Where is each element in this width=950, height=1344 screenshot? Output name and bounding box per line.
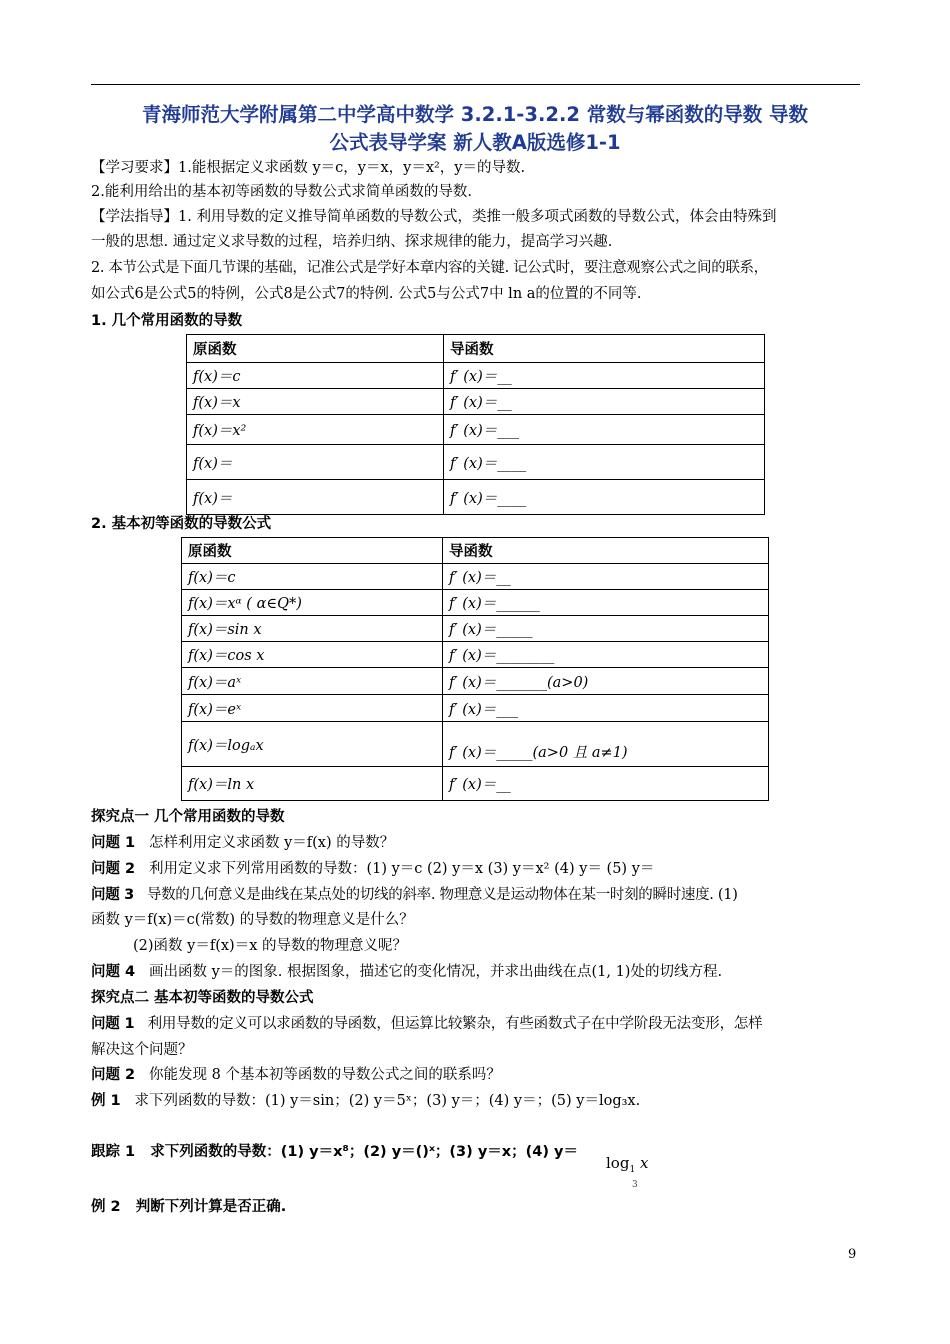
explore2-heading: 探究点二 基本初等函数的导数公式	[91, 990, 314, 1006]
common-derivatives-table	[186, 334, 765, 515]
study-guide-line1: 【学法指导】1. 利用导数的定义推导简单函数的导数公式，类推一般多项式函数的导数公式，体会由特殊到	[91, 209, 777, 225]
table-row: f(x)＝ f′ (x)＝____	[187, 480, 765, 515]
study-guide-line4: 如公式6是公式5的特例，公式8是公式7的特例. 公式5与公式7中 ln a的位置的不同等.	[91, 286, 642, 302]
study-requirements-tag: 【学习要求】	[91, 160, 178, 176]
table-row: f(x)＝ln x f′ (x)＝__	[182, 767, 769, 801]
study-guide-line2: 一般的思想. 通过定义求导数的过程，培养归纳、探求规律的能力，提高学习兴趣.	[91, 234, 613, 250]
table-header-row	[187, 335, 765, 363]
explore2-question1: 问题 1 利用导数的定义可以求函数的导函数，但运算比较繁杂，有些函数式子在中学阶段无法变形，怎样	[91, 1016, 763, 1032]
table-row: f(x)＝cos x f′ (x)＝________	[182, 642, 769, 668]
study-requirements-line1: 【学习要求】1.能根据定义求函数 y＝c，y＝x，y＝x²，y＝的导数.	[91, 160, 526, 176]
study-guide-line3: 2. 本节公式是下面几节课的基础，记准公式是学好本章内容的关键. 记公式时，要注意观察公式之间的联系，	[91, 260, 768, 276]
explore1-question3: 问题 3 导数的几何意义是曲线在某点处的切线的斜率. 物理意义是运动物体在某一时刻的瞬时速度. (1)	[91, 887, 738, 903]
table-row: f(x)＝aˣ f′ (x)＝_______(a>0)	[182, 668, 769, 695]
table-row: f(x)＝logₐx f′ (x)＝_____(a>0 且 a≠1)	[182, 722, 769, 767]
explore1-question1: 问题 1 怎样利用定义求函数 y＝f(x) 的导数？	[91, 835, 395, 851]
table-row: f(x)＝x f′ (x)＝__	[187, 389, 765, 415]
study-requirements-line2: 2.能利用给出的基本初等函数的导数公式求简单函数的导数.	[91, 184, 472, 200]
table-header-row	[182, 538, 769, 564]
log-expression: $\log_1 x$	[606, 1154, 649, 1175]
table-row: f(x)＝c f′ (x)＝__	[187, 363, 765, 389]
example2: 例 2 判断下列计算是否正确.	[91, 1199, 287, 1215]
study-guide-tag: 【学法指导】	[91, 209, 178, 225]
table-row: f(x)＝c f′ (x)＝__	[182, 564, 769, 590]
table-row: f(x)＝ f′ (x)＝____	[187, 445, 765, 480]
explore1-question3-cont: 函数 y＝f(x)＝c(常数) 的导数的物理意义是什么？	[91, 912, 414, 928]
track1: 跟踪 1 求下列函数的导数：(1) y＝x⁸；(2) y＝()ˣ；(3) y＝x；(4) y＝	[91, 1144, 578, 1160]
header-derivative: 导函数	[443, 538, 769, 564]
page-number: 9	[848, 1247, 857, 1262]
explore1-heading: 探究点一 几个常用函数的导数	[91, 809, 285, 825]
doc-title-line2: 公式表导学案 新人教A版选修1-1	[329, 131, 621, 154]
table-row: f(x)＝xᵅ ( α∈Q*) f′ (x)＝______	[182, 590, 769, 616]
header-original-function: 原函数	[182, 538, 443, 564]
table-row: f(x)＝eˣ f′ (x)＝___	[182, 695, 769, 722]
explore2-question1-cont: 解决这个问题？	[91, 1042, 193, 1058]
top-rule	[91, 84, 860, 85]
explore1-question3-part2: (2)函数 y＝f(x)＝x 的导数的物理意义呢？	[133, 938, 407, 954]
header-original-function: 原函数	[187, 335, 444, 363]
explore2-question2: 问题 2 你能发现 8 个基本初等函数的导数公式之间的联系吗？	[91, 1067, 501, 1083]
example1: 例 1 求下列函数的导数：(1) y＝sin；(2) y＝5ˣ；(3) y＝；(4) y＝；(5) y＝log₃x.	[91, 1093, 641, 1109]
basic-derivative-formulas-table	[181, 537, 769, 801]
explore1-question2: 问题 2 利用定义求下列常用函数的导数：(1) y＝c (2) y＝x (3) y＝x² (4) y＝ (5) y＝	[91, 861, 655, 877]
table-row: f(x)＝x² f′ (x)＝___	[187, 415, 765, 445]
table-row: f(x)＝sin x f′ (x)＝_____	[182, 616, 769, 642]
log-base-denominator: 3	[632, 1180, 638, 1190]
section1-heading: 1. 几个常用函数的导数	[91, 313, 243, 329]
doc-title-line1: 青海师范大学附属第二中学高中数学 3.2.1-3.2.2 常数与幂函数的导数 导数	[142, 103, 808, 126]
explore1-question4: 问题 4 画出函数 y＝的图象. 根据图象，描述它的变化情况，并求出曲线在点(1, 1)处的切线方程.	[91, 964, 723, 980]
section2-heading: 2. 基本初等函数的导数公式	[91, 516, 272, 532]
header-derivative: 导函数	[444, 335, 765, 363]
